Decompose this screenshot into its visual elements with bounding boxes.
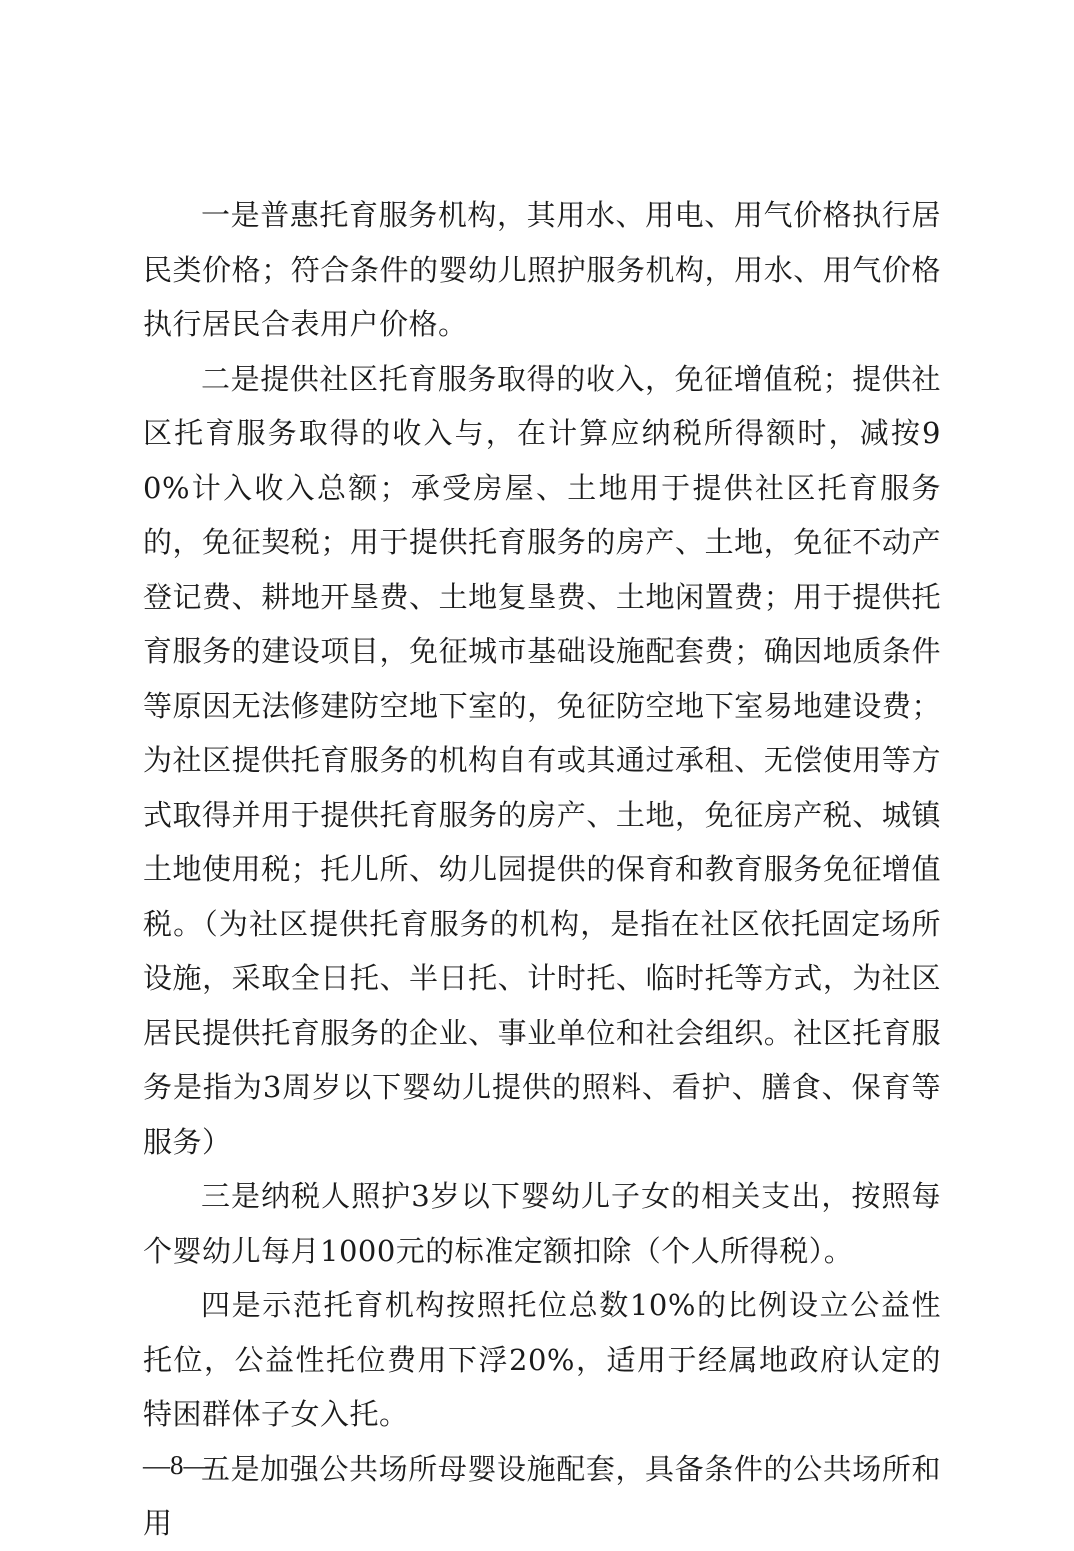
document-body [143, 188, 941, 1551]
page-number: —8— [143, 1450, 211, 1480]
paragraph-4: 四是示范托育机构按照托位总数10%的比例设立公益性托位，公益性托位费用下浮20%，适用于经属地政府认定的特困群体子女入托。 [143, 1288, 941, 1431]
paragraph-3: 三是纳税人照护3岁以下婴幼儿子女的相关支出，按照每个婴幼儿每月1000元的标准定额扣除（个人所得税）。 [143, 1179, 941, 1268]
paragraph-5: 五是加强公共场所母婴设施配套，具备条件的公共场所和用 [143, 1451, 941, 1540]
paragraph-2: 二是提供社区托育服务取得的收入，免征增值税；提供社区托育服务取得的收入与，在计算应纳税所得额时，减按90%计入收入总额；承受房屋、土地用于提供社区托育服务的，免征契税；用于提供托育服务的房产、土地，免征不动产登记费、耕地开垦费、土地复垦费、土地闲置费；用于提供托育服务的建设项目，免征城市基础设施配套费；确因地质条件等原因无法修建防空地下室的，免征防空地下室易地建设费；为社区提供托育服务的机构自有或其通过承租、无偿使用等方式取得并用于提供托育服务的房产、土地，免征房产税、城镇土地使用税；托儿所、幼儿园提供的保育和教育服务免征增值税。（为社区提供托育服务的机构，是指在社区依托固定场所设施，采取全日托、半日托、计时托、临时托等方式，为社区居民提供托育服务的企业、事业单位和社会组织。社区托育服务是指为3周岁以下婴幼儿提供的照料、看护、膳食、保育等服务） [143, 361, 941, 1159]
paragraph-1: 一是普惠托育服务机构，其用水、用电、用气价格执行居民类价格；符合条件的婴幼儿照护服务机构，用水、用气价格执行居民合表用户价格。 [143, 198, 941, 341]
